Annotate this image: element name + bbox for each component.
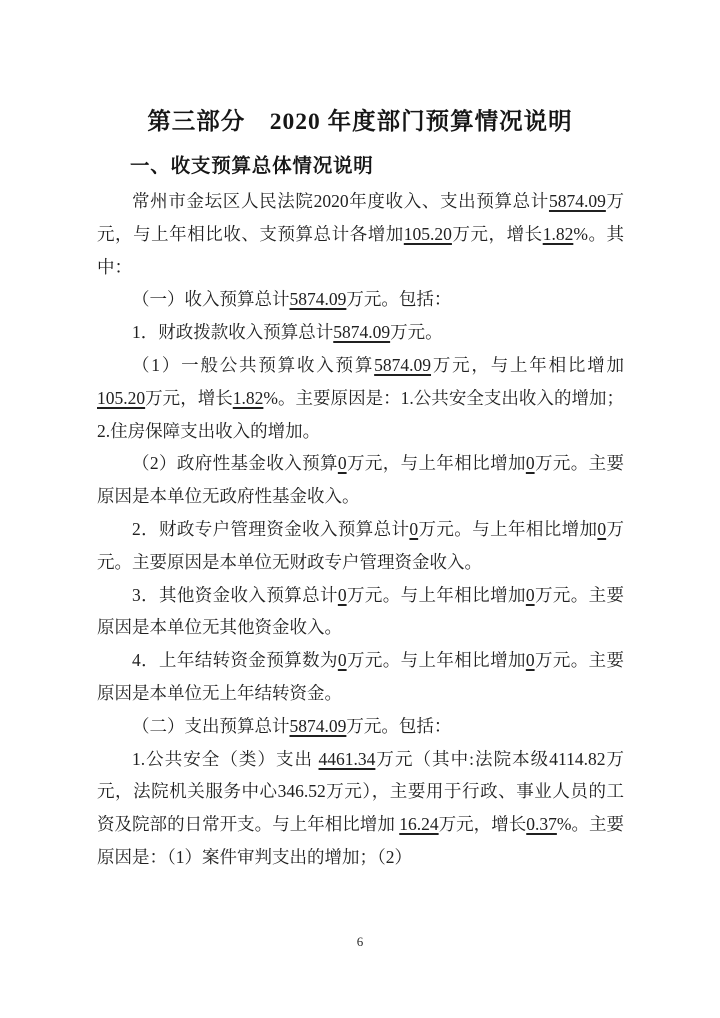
- text-segment: 3．其他资金收入预算总计: [132, 584, 338, 605]
- underlined-value: 105.20: [97, 387, 146, 408]
- paragraph: [97, 644, 624, 710]
- paragraph: [97, 579, 624, 645]
- underlined-value: 105.20: [403, 223, 452, 244]
- text-segment: 万元。与上年相比增加: [346, 584, 526, 605]
- text-segment: %。其中：: [97, 223, 624, 277]
- text-segment: 万元，增长: [145, 387, 233, 408]
- text-segment: 万元。与上年相比增加: [346, 650, 526, 671]
- text-segment: 万元（其中:法院本级4114.82万元，法院机关服务中心346.52万元），主要用于行政、事业人员的工资及院部的日常开支。与上年相比增加: [97, 748, 624, 835]
- text-segment: （二）支出预算总计: [132, 715, 290, 736]
- section-heading: 一、收支预算总体情况说明: [130, 155, 374, 177]
- underlined-value: 5874.09: [289, 715, 347, 736]
- underlined-value: 5874.09: [333, 322, 391, 343]
- text-segment: 万元。: [390, 322, 443, 343]
- underlined-value: 0: [409, 518, 419, 539]
- text-segment: 万元，与上年相比增加: [346, 453, 526, 474]
- page-title: 第三部分 2020 年度部门预算情况说明: [147, 109, 573, 135]
- underlined-value: 0: [337, 584, 347, 605]
- text-segment: %。主要原因是：1.公共安全支出收入的增加；2.住房保障支出收入的增加。: [97, 387, 625, 441]
- paragraph: [97, 349, 624, 447]
- text-segment: 万元，与上年相比增加: [431, 354, 625, 375]
- text-segment: 万元。主要原因是本单位无政府性基金收入。: [97, 453, 625, 507]
- text-segment: 万元，增长: [451, 223, 543, 244]
- underlined-value: 1.82: [232, 387, 264, 408]
- text-segment: 4．上年结转资金预算数为: [132, 650, 338, 671]
- text-segment: 万元。与上年相比增加: [418, 518, 598, 539]
- paragraph: [97, 185, 624, 283]
- paragraph: [97, 743, 624, 874]
- underlined-value: 0: [525, 453, 535, 474]
- underlined-value: 5874.09: [374, 354, 432, 375]
- text-segment: 万元。包括：: [346, 289, 452, 310]
- underlined-value: 5874.09: [289, 289, 347, 310]
- underlined-value: 0: [525, 650, 535, 671]
- text-segment: 万元，增长: [438, 814, 527, 835]
- text-segment: 万元。主要原因是本单位无财政专户管理资金收入。: [97, 518, 625, 572]
- text-segment: 2．财政专户管理资金收入预算总计: [132, 518, 410, 539]
- underlined-value: 4461.34: [318, 748, 376, 769]
- text-segment: 1.公共安全（类）支出: [132, 748, 319, 769]
- paragraph: [97, 316, 624, 349]
- paragraph: [97, 710, 624, 743]
- underlined-value: 0: [337, 453, 347, 474]
- text-segment: 万元。主要原因是本单位无其他资金收入。: [97, 584, 625, 638]
- underlined-value: 1.82: [542, 223, 574, 244]
- text-segment: 万元。包括：: [346, 715, 452, 736]
- text-segment: 1．财政拨款收入预算总计: [132, 322, 334, 343]
- underlined-value: 0: [337, 650, 347, 671]
- text-segment: 万元。主要原因是本单位无上年结转资金。: [97, 650, 625, 703]
- underlined-value: 5874.09: [548, 191, 606, 211]
- paragraph: [97, 513, 624, 579]
- underlined-value: 0.37: [526, 814, 557, 835]
- underlined-value: 16.24: [399, 814, 439, 835]
- text-segment: （2）政府性基金收入预算: [132, 453, 338, 474]
- paragraph: [97, 283, 624, 316]
- text-segment: %。主要原因是：（1）案件审判支出的增加；（2）: [97, 814, 625, 867]
- underlined-value: 0: [525, 584, 535, 605]
- paragraph: [97, 447, 624, 513]
- document-body: [97, 185, 624, 874]
- text-segment: （一）收入预算总计: [132, 289, 290, 310]
- text-segment: 万元，与上年相比收、支预算总计各增加: [97, 191, 625, 244]
- text-segment: 常州市金坛区人民法院2020年度收入、支出预算总计: [132, 191, 549, 211]
- text-segment: （1）一般公共预算收入预算: [132, 354, 375, 375]
- underlined-value: 0: [597, 518, 607, 539]
- page-number: 6: [356, 934, 364, 949]
